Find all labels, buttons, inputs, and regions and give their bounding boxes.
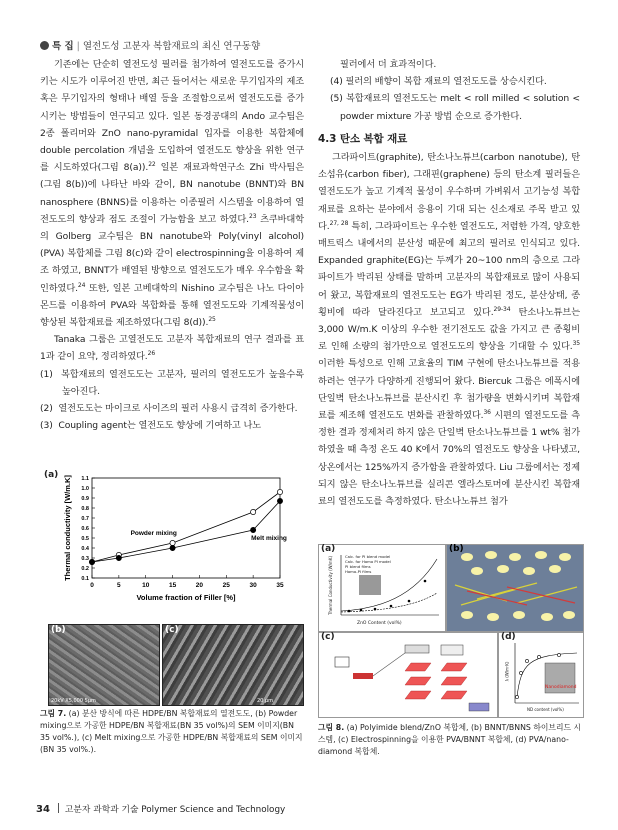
figure-7a: [40, 468, 308, 618]
y-tick-label: 0.8: [81, 506, 89, 512]
figure-8a: [318, 544, 446, 632]
scale-bar-label: 20 µm: [256, 698, 273, 704]
bnnt-diagram: [447, 545, 583, 631]
header-title: 열전도성 고분자 복합재료의 최신 연구동향: [82, 41, 261, 52]
right-column: [318, 56, 580, 510]
chart-legend: Calc. for PI blend model Calc. for Homo PI model PI blend films Homo-PI films: [345, 554, 391, 574]
data-point: [89, 559, 94, 564]
list-item: (3) Coupling agent는 열전도도 향상에 기여하고 나노: [40, 420, 262, 432]
y-axis-label: λ (W/m·K): [504, 661, 510, 682]
data-point: [277, 498, 282, 503]
data-point: [116, 555, 121, 560]
y-tick-label: 0.7: [81, 516, 89, 522]
y-tick-label: 1.1: [81, 476, 89, 482]
x-axis-label: ND content (vol%): [527, 707, 564, 712]
conductivity-chart: [40, 468, 308, 618]
inset-label: Nanodiamond: [545, 685, 577, 690]
x-tick-label: 15: [168, 582, 177, 589]
data-point: [251, 509, 256, 514]
y-tick-label: 0.2: [81, 566, 89, 572]
panel-label: (a): [321, 544, 336, 554]
x-axis-label: ZnO Content (vol%): [357, 621, 402, 626]
figure-8b: [446, 544, 584, 632]
data-point: [170, 545, 175, 550]
x-tick-label: 5: [117, 582, 121, 589]
figure-7-caption: 그림 7. (a) 분산 방식에 따른 HDPE/BN 복합재료의 열전도도, (b) Powder mixing으로 가공한 HDPE/BN 복합재료(BN 35 vol%)의 SEM 이미지(BN 35 vol%.), (c) Melt mixing으로 가공한 HDPE/BN 복합재료의 SEM 이미지(BN 35 vol%.).: [40, 709, 303, 754]
sem-image-melt: [162, 624, 304, 706]
x-tick-label: 0: [90, 582, 94, 589]
panel-label: (b): [449, 544, 464, 554]
electrospinning-diagram: [319, 633, 497, 717]
left-column: [40, 56, 304, 434]
series-line-1: [92, 492, 280, 562]
body-paragraph: 그라파이트(graphite), 탄소나노튜브(carbon nanotube), 탄소섬유(carbon fiber), 그래핀(graphene) 등의 탄소계 필러들은 열전도도가 높고 기계적 물성이 우수하며 가벼워서 고기능성 복합재료를 요하는 분야에서 응용이 기대 되는 신소재로 주목 받고 있다.$^{27, 28}$ 특히, 그라파이트는 우수한 열전도도, 저렴한 가격, 양호한 매트릭스 내에서의 분산성 때문에 최고의 필러로 인식되고 있다. Expanded graphite(EG)는 두께가 20~100 nm의 층으로 그라파이트가 박리된 상태를 말하며 고분자의 복합재료로 많이 사용되어 왔고, 복합재료의 열전도도는 EG가 박리된 정도, 분산상태, 종횡비에 따라 달라진다고 보고되고 있다.$^{29-34}$ 탄소나노튜브는 3,000 W/m.K 이상의 우수한 전기전도도 값을 가지고 큰 종횡비로 인해 소량의 첨가만으로 열전도도의 향상을 기대할 수 있다.$^{35}$ 이러한 특성으로 인해 고효율의 TIM 구현에 탄소나노튜브를 적용하려는 연구가 다양하게 진행되어 왔다. Biercuk 그룹은 에폭시에 단일벽 탄소나노튜브를 분산시킨 후 첨가량을 변화시키며 복합재료를 제조해 열전도도 변화를 관찰하였다.$^{36}$ 시편의 열전도도를 측정한 결과 정제처리 하지 않은 단일벽 탄소나노튜브를 1 wt% 첨가하였을 때 측정 온도 40 K에서 70%의 열전도도 향상을 나타냈고, 상온에서는 125%까지 증가함을 관찰하였다. Liu 그룹에서는 정제되지 않은 탄소나노튜브를 실리콘 엘라스토머에 분산시킨 복합재료의 열전도도를 측정하였다. 탄소나노튜브 첨가: [318, 152, 580, 508]
figure-8-caption: 그림 8. (a) Polyimide blend/ZnO 복합체, (b) BNNT/BNNS 하이브리드 시스템, (c) Electrospinning을 이용한 PVA/BNNT 복합체, (d) PVA/nano-diamond 복합체.: [318, 723, 582, 756]
x-axis-label: Volume fraction of Filler [%]: [136, 593, 236, 602]
header-marker: 특 집: [52, 41, 74, 52]
running-header: 특 집 | 열전도성 고분자 복합재료의 최신 연구동향: [40, 38, 260, 52]
y-tick-label: 1.0: [81, 486, 89, 492]
bullet-icon: [40, 41, 49, 50]
body-paragraph: Tanaka 그룹은 고열전도도 고분자 복합재료의 연구 결과를 표 1과 같이 요약, 정리하였다.$^{26}$: [40, 334, 304, 363]
page-number: 34: [36, 804, 50, 815]
y-tick-label: 0.6: [81, 526, 89, 532]
y-tick-label: 0.1: [81, 576, 89, 582]
journal-name: 고분자 과학과 기술 Polymer Science and Technology: [64, 805, 286, 815]
nanodiamond-chart: [499, 633, 583, 717]
y-axis-label: Thermal Conductivity (W/mK): [328, 555, 334, 616]
y-tick-label: 0.3: [81, 556, 89, 562]
section-heading: 4.3 탄소 복합 재료: [318, 132, 408, 145]
x-tick-label: 35: [276, 582, 284, 589]
x-tick-label: 20: [195, 582, 204, 589]
data-point: [277, 489, 282, 494]
list-item: (4) 필러의 배향이 복합 재료의 열전도도를 상승시킨다.: [330, 76, 547, 88]
figure-8c: [318, 632, 498, 718]
panel-label: (d): [501, 632, 516, 642]
y-tick-label: 0.5: [81, 536, 89, 542]
panel-label: (a): [44, 470, 59, 480]
x-tick-label: 10: [142, 582, 150, 589]
series-label: Powder mixing: [130, 530, 177, 537]
panel-label: (b): [51, 625, 66, 635]
figure-8d: [498, 632, 584, 718]
data-point: [251, 527, 256, 532]
list-item: (5) 복합재료의 열전도도는 melt < roll milled < solution < powder mixture 가공 방법 순으로 증가한다.: [330, 93, 580, 122]
series-label: Melt mixing: [251, 535, 287, 542]
page-footer: [36, 802, 285, 815]
list-continuation: 필러에서 더 효과적이다.: [340, 59, 437, 70]
x-tick-label: 25: [222, 582, 230, 589]
y-tick-label: 0.9: [81, 496, 89, 502]
y-axis-label: Thermal conductivity [W/m.K]: [63, 475, 72, 581]
body-paragraph: 기존에는 단순히 열전도성 필러를 첨가하여 열전도도를 증가시키는 시도가 이루어진 반면, 최근 들어서는 새로운 무기입자의 제조 혹은 무기입자의 형태나 배열 등을 조절함으로써 열전도도를 증가시키는 방법들이 연구되고 있다. 일본 동경공대의 Ando 교수팀은 2종 폴리머와 ZnO nano-pyramidal 입자를 이용한 복합체에 double percolation 개념을 도입하여 열전도도 향상을 위한 연구를 시도하였다(그림 8(a)).$^{22}$ 일본 재료과학연구소 Zhi 박사팀은 (그림 8(b))에 나타난 바와 같이, BN nanotube (BNNT)와 BN nanosphere (BNNS)를 이용하는 이종필러 시스템을 이용하여 열전도도의 향상과 점도 조절이 가능함을 보고 하였다.$^{23}$ 츠쿠바대학의 Golberg 교수팀은 BN nanotube와 Poly(vinyl alcohol) (PVA) 복합체를 그림 8(c)와 같이 electrospinning을 이용하여 제조 하였고, BNNT가 배열된 방향으로 열전도도가 매우 우수함을 확인하였다.$^{24}$ 또한, 일본 고베대학의 Nishino 교수팀은 나노 다이아몬드를 이용하여 PVA와 복합화를 통해 열전도도와 기계적물성이 향상된 복합재료를 제조하였다(그림 8(d)).$^{25}$: [40, 59, 304, 329]
sem-image-powder: [48, 624, 160, 706]
y-tick-label: 0.4: [81, 546, 89, 552]
scale-bar-label: 20kV X5,000 5µm: [51, 698, 96, 704]
panel-label: (c): [165, 625, 179, 635]
list-item: (2) 열전도도는 마이크로 사이즈의 필러 사용시 급격히 증가한다.: [40, 403, 298, 415]
x-tick-label: 30: [249, 582, 257, 589]
panel-label: (c): [321, 632, 335, 642]
data-point: [170, 540, 175, 545]
list-item: (1) 복합재료의 열전도도는 고분자, 필러의 열전도도가 높을수록 높아진다.: [40, 368, 304, 397]
